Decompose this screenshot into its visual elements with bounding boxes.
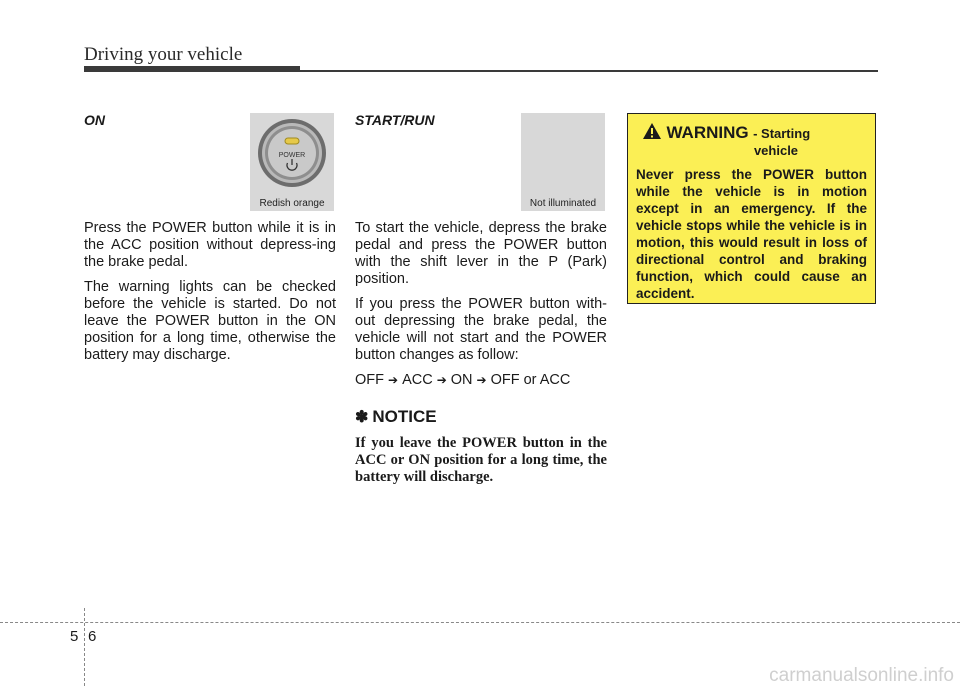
notice-heading xyxy=(355,407,607,427)
arrow-right-icon: ➔ xyxy=(436,373,447,387)
middle-paragraph-2: If you press the POWER button with-out depressing the brake pedal, the vehicle will not start and the POWER button changes as follow: xyxy=(355,296,607,363)
page-number: 6 xyxy=(88,628,97,645)
sequence-step-acc: ACC xyxy=(402,372,433,388)
notice-text: If you leave the POWER button in the ACC or ON position for a long time, the battery will discharge. xyxy=(355,435,607,485)
image-caption-not-illuminated: Not illuminated xyxy=(529,198,597,209)
left-paragraph-2: The warning lights can be checked before the vehicle is started. Do not leave the POWER button in the ON position for a long time, otherwise the battery may discharge. xyxy=(84,279,336,363)
middle-body-text xyxy=(355,220,607,494)
power-button-on-image xyxy=(250,113,334,211)
sequence-step-off: OFF xyxy=(355,372,384,388)
footer-rule-horizontal xyxy=(0,622,960,623)
watermark: carmanualsonline.info xyxy=(769,665,954,686)
left-body-text xyxy=(84,220,336,372)
warning-text: Never press the POWER button while the vehicle is in motion except in an emergency. If the vehicle stops while the vehicle is in motion, this would result in loss of directional control and braking function, which could cause an accident. xyxy=(636,167,867,301)
header-rule-thin xyxy=(300,70,878,72)
arrow-right-icon: ➔ xyxy=(388,373,399,387)
header-rule-thick xyxy=(84,66,300,72)
warning-box xyxy=(627,113,876,304)
power-button-icon xyxy=(250,113,334,197)
image-caption-on: Redish orange xyxy=(259,198,325,209)
power-sequence xyxy=(355,372,607,389)
power-button-not-illuminated-image xyxy=(521,113,605,211)
section-heading-on: ON xyxy=(84,112,105,128)
middle-paragraph-1: To start the vehicle, depress the brake pedal and press the POWER button with the shift lever in the P (Park) position. xyxy=(355,220,607,287)
power-button-label: POWER xyxy=(278,152,306,159)
page-chapter-number: 5 xyxy=(70,628,79,645)
warning-subtitle: - Starting xyxy=(753,126,811,141)
footer-rule-vertical xyxy=(84,608,85,686)
warning-header xyxy=(642,122,870,158)
sequence-step-off-or-acc: OFF or ACC xyxy=(490,372,571,388)
left-paragraph-1: Press the POWER button while it is in the ACC position without depress-ing the brake pedal. xyxy=(84,220,336,270)
notice-heading-label: NOTICE xyxy=(372,407,437,426)
warning-subtitle-continued: vehicle xyxy=(753,143,799,158)
arrow-right-icon: ➔ xyxy=(476,373,487,387)
page-header-title: Driving your vehicle xyxy=(84,44,243,65)
warning-triangle-icon xyxy=(642,122,662,140)
notice-star-icon: ✽ xyxy=(355,409,369,426)
section-heading-start-run: START/RUN xyxy=(355,112,435,128)
warning-title: WARNING xyxy=(666,123,749,142)
sequence-step-on: ON xyxy=(450,372,473,388)
